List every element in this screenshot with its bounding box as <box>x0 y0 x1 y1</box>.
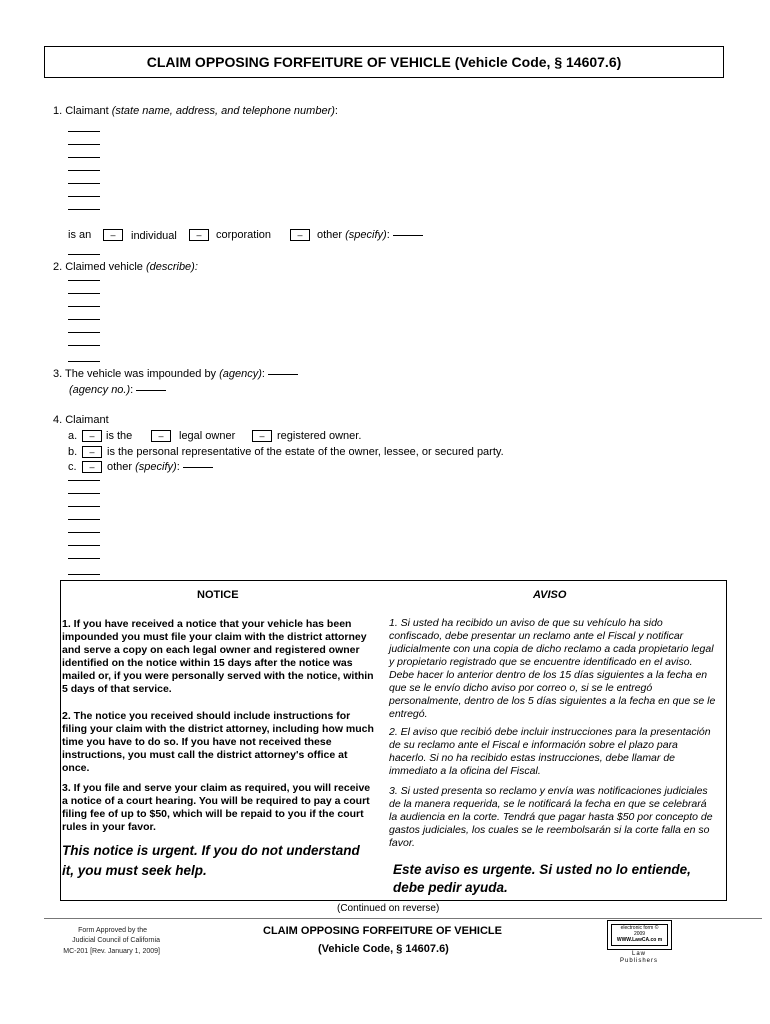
vehicle-line-4[interactable] <box>68 319 100 320</box>
item2-label: 2. Claimed vehicle <box>53 261 146 273</box>
item4-a-checkbox[interactable]: – <box>82 430 102 442</box>
vehicle-line-1[interactable] <box>68 280 100 281</box>
logo-line-3: WWW.LawCA.co m <box>616 937 663 943</box>
form-number: MC-201 [Rev. January 1, 2009] <box>63 948 160 955</box>
item4-a-is-the: is the <box>106 430 133 442</box>
claimant-line-8[interactable] <box>68 254 100 255</box>
claimant-line-2[interactable] <box>68 144 100 145</box>
other-line-6[interactable] <box>68 545 100 546</box>
item4-c-label <box>107 461 213 473</box>
other-line-1[interactable] <box>68 480 100 481</box>
vehicle-line-3[interactable] <box>68 306 100 307</box>
is-an-label: is an <box>68 229 92 241</box>
agency-no-line[interactable] <box>136 390 166 391</box>
item1-label: 1. Claimant <box>53 105 112 117</box>
item2-hint: (describe): <box>145 261 198 273</box>
agency-line[interactable] <box>268 374 298 375</box>
publisher-line-2: Publishers <box>619 958 658 964</box>
corporation-label: corporation <box>216 229 272 241</box>
other-line-8[interactable] <box>68 574 100 575</box>
item2-vehicle-label <box>53 261 198 273</box>
aviso-heading: AVISO <box>533 589 567 601</box>
item4-c-prefix: c. <box>68 461 77 473</box>
claimant-line-1[interactable] <box>68 131 100 132</box>
item4-b-prefix: b. <box>68 446 78 458</box>
vehicle-line-2[interactable] <box>68 293 100 294</box>
item4-c-hint: (specify) <box>135 461 177 473</box>
item4-c-specify-line[interactable] <box>183 467 213 468</box>
other-line-2[interactable] <box>68 493 100 494</box>
item3-hint: (agency) <box>219 368 262 380</box>
footer-title-line-1: CLAIM OPPOSING FORFEITURE OF VEHICLE <box>263 925 502 937</box>
other-specify-line[interactable] <box>393 235 423 236</box>
notice-heading: NOTICE <box>197 589 239 601</box>
form-title: CLAIM OPPOSING FORFEITURE OF VEHICLE (Vehicle Code, § 14607.6) <box>44 46 724 78</box>
other-text: other <box>317 229 346 241</box>
footer-title-line-2: (Vehicle Code, § 14607.6) <box>318 943 449 955</box>
aviso-urgent: Este aviso es urgente. Si usted no lo entiende, debe pedir ayuda. <box>393 862 691 895</box>
item4-b-checkbox[interactable]: – <box>82 446 102 458</box>
other-label <box>317 229 423 241</box>
claimant-line-4[interactable] <box>68 170 100 171</box>
item3-impound-label <box>53 368 298 380</box>
other-line-7[interactable] <box>68 558 100 559</box>
vehicle-line-7[interactable] <box>68 361 100 362</box>
item3-label: 3. The vehicle was impounded by <box>53 368 220 380</box>
item4-c-checkbox[interactable]: – <box>82 461 102 473</box>
aviso-item-3: 3. Si usted presenta so reclamo y envía was notificaciones judiciales de la manera requerida, se le notificará la fecha en que se celebrará la audiencia en la corte. Tendrá que pagar hasta $50 por concepto de gastos judiciales, los cuales se le reembolsarán si la corte falla en so favor. <box>389 785 713 849</box>
lawca-logo <box>607 920 672 950</box>
notice-urgent: This notice is urgent. If you do not understand it, you must seek help. <box>62 843 360 878</box>
other-checkbox[interactable]: – <box>290 229 310 241</box>
agency-no-label <box>69 384 166 396</box>
vehicle-line-6[interactable] <box>68 345 100 346</box>
footer-divider <box>44 918 762 919</box>
other-line-5[interactable] <box>68 532 100 533</box>
notice-item-3: 3. If you file and serve your claim as required, you will receive a notice of a court hearing. You will be required to pay a court filing fee of up to $50, which will be repaid to you if the court rules in your favor. <box>62 782 371 833</box>
item1-claimant-label <box>53 105 338 117</box>
other-line-3[interactable] <box>68 506 100 507</box>
continued-on-reverse: (Continued on reverse) <box>337 903 440 914</box>
claimant-line-7[interactable] <box>68 209 100 210</box>
item4-c-colon: : <box>176 461 180 473</box>
item4-b-text: is the personal representative of the estate of the owner, lessee, or secured party. <box>107 446 504 458</box>
publisher-line-1: Law <box>631 951 646 957</box>
item4-a-prefix: a. <box>68 430 78 442</box>
item4-c-text: other <box>107 461 136 473</box>
claimant-line-3[interactable] <box>68 157 100 158</box>
individual-checkbox[interactable]: – <box>103 229 123 241</box>
lawca-logo-inner <box>611 924 668 946</box>
registered-owner-checkbox[interactable]: – <box>252 430 272 442</box>
claimant-line-5[interactable] <box>68 183 100 184</box>
aviso-item-1: 1. Si usted ha recibido un aviso de que su vehículo ha sido confiscado, debe presentar un reclamo ante el Fiscal y notificar judicialmente con una copia de dicho reclamo a cada propietario legal y propietario registrado que se encuentre identificado en el aviso. Debe hacer lo anterior dentro de los 15 días siguientes a la fecha en que se le envío dicho aviso por correo o, si se le entregó personalmente, dentro de los 5 días siguientes a la fecha en que se le entregó. <box>389 617 716 720</box>
legal-owner-label: legal owner <box>179 430 236 442</box>
logo-line-2: 2009 <box>633 931 646 937</box>
individual-label: individual <box>131 230 177 242</box>
other-line-4[interactable] <box>68 519 100 520</box>
logo-line-1: electronic form © <box>620 925 659 931</box>
item1-colon: : <box>334 105 338 117</box>
claimant-line-6[interactable] <box>68 196 100 197</box>
approved-line-1: Form Approved by the <box>78 927 147 934</box>
corporation-checkbox[interactable]: – <box>189 229 209 241</box>
other-colon: : <box>386 229 390 241</box>
item3-colon: : <box>261 368 265 380</box>
approved-line-2: Judicial Council of California <box>72 937 160 944</box>
registered-owner-label: registered owner. <box>277 430 362 442</box>
aviso-item-2: 2. El aviso que recibió debe incluir instrucciones para la presentación de su reclamo ante el Fiscal e información sobre el plazo para hacerlo. Si no ha recibido estas instrucciones, debe llamar de immediato a la oficina del Fiscal. <box>389 726 711 777</box>
notice-item-2: 2. The notice you received should include instructions for filing your claim with the district attorney, including how much time you have to do so. If you have not received these instructions, you must call the district attorney's office at once. <box>62 710 374 774</box>
vehicle-line-5[interactable] <box>68 332 100 333</box>
legal-owner-checkbox[interactable]: – <box>151 430 171 442</box>
agency-no-colon: : <box>130 384 134 396</box>
agency-no-hint: (agency no.) <box>69 384 131 396</box>
other-hint: (specify) <box>345 229 387 241</box>
notice-item-1: 1. If you have received a notice that your vehicle has been impounded you must file your claim with the district attorney and serve a copy on each legal owner and registered owner identified on the notice within 15 days after the notice was mailed or, if you were personally served with the notice, within 5 days of that service. <box>62 618 374 695</box>
item1-hint: (state name, address, and telephone number) <box>111 105 335 117</box>
item4-label: 4. Claimant <box>53 414 109 426</box>
